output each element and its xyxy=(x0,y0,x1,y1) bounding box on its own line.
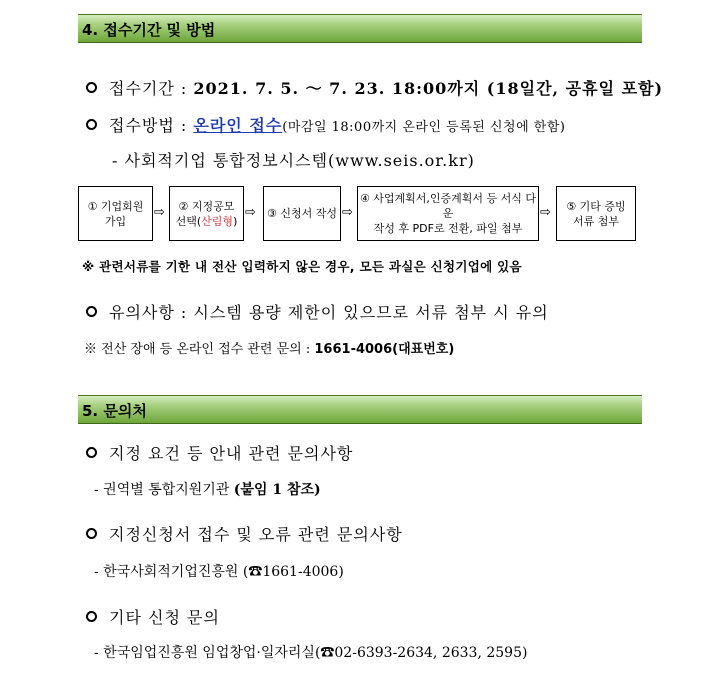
circle-bullet-icon xyxy=(86,611,97,622)
method-row xyxy=(86,113,565,136)
period-label: 접수기간 : xyxy=(109,79,194,98)
arrow-right-icon: ⇨ xyxy=(540,205,551,220)
contact-item-1-heading: 지정 요건 등 안내 관련 문의사항 xyxy=(86,441,353,464)
section-5-title: 5. 문의처 xyxy=(82,402,147,420)
flow-step-5-line2: 서류 첨부 xyxy=(572,214,619,228)
flow-step-1-line2: 가입 xyxy=(104,214,127,228)
inquiry-note xyxy=(84,338,454,357)
contact-item-3-detail: - 한국임업진흥원 임업창업·일자리실(☎02-6393-2634, 2633, 2595) xyxy=(94,645,528,661)
section-4-header xyxy=(78,14,642,43)
circle-bullet-icon xyxy=(86,82,97,93)
contact-item-2-detail: - 한국사회적기업진흥원 (☎1661-4006) xyxy=(94,564,344,580)
warning-note: ※ 관련서류를 기한 내 전산 입력하지 않은 경우, 모든 과실은 신청기업에 있음 xyxy=(82,259,522,274)
circle-bullet-icon xyxy=(86,447,97,458)
flow-step-5-line1: ⑤ 기타 증빙 xyxy=(566,199,626,213)
circle-bullet-icon xyxy=(86,306,97,317)
online-application-link[interactable]: 온라인 접수 xyxy=(193,116,283,135)
method-label: 접수방법 : xyxy=(109,116,194,135)
circle-bullet-icon xyxy=(86,528,97,539)
period-row xyxy=(86,76,663,99)
caution-row xyxy=(86,300,549,323)
contact-item-3-heading: 기타 신청 문의 xyxy=(86,605,220,628)
section-4-title: 4. 접수기간 및 방법 xyxy=(82,21,216,39)
arrow-right-icon: ⇨ xyxy=(154,205,165,220)
arrow-right-icon: ⇨ xyxy=(245,205,256,220)
flow-step-2 xyxy=(169,186,244,241)
contact-item-1-detail: - 권역별 통합지원기관 (붙임 1 참조) xyxy=(94,482,321,498)
section-5-header xyxy=(78,395,642,424)
flow-step-3 xyxy=(263,186,341,241)
flow-step-5 xyxy=(556,186,636,241)
inquiry-note-label: ※ 전산 장애 등 온라인 접수 관련 문의 : xyxy=(84,342,315,357)
flow-step-1-line1: ① 기업회원 xyxy=(87,199,144,213)
circle-bullet-icon xyxy=(86,119,97,130)
flow-step-1 xyxy=(78,186,153,241)
flow-step-4-line1: ④ 사업계획서,인증계획서 등 서식 다운 xyxy=(359,192,537,220)
flow-step-4-line2: 작성 후 PDF로 전환, 파일 첨부 xyxy=(373,222,523,235)
period-value: 2021. 7. 5. ～ 7. 23. 18:00까지 (18일간, 공휴일 포함) xyxy=(193,79,664,98)
method-note: (마감일 18:00까지 온라인 등록된 신청에 한함) xyxy=(282,120,566,135)
arrow-right-icon: ⇨ xyxy=(342,205,353,220)
flow-step-2-line2: 선택(산림형) xyxy=(175,214,238,228)
system-line: - 사회적기업 통합정보시스템(www.seis.or.kr) xyxy=(112,151,475,170)
flow-step-2-line1: ② 지정공모 xyxy=(178,199,235,213)
inquiry-note-number: 1661-4006(대표번호) xyxy=(314,342,455,357)
contact-item-2-heading: 지정신청서 접수 및 오류 관련 문의사항 xyxy=(86,522,403,545)
caution-text: 유의사항 : 시스템 용량 제한이 있으므로 서류 첨부 시 유의 xyxy=(109,303,549,322)
flow-step-4 xyxy=(357,186,539,241)
flow-step-3-line1: ③ 신청서 작성 xyxy=(267,207,337,220)
